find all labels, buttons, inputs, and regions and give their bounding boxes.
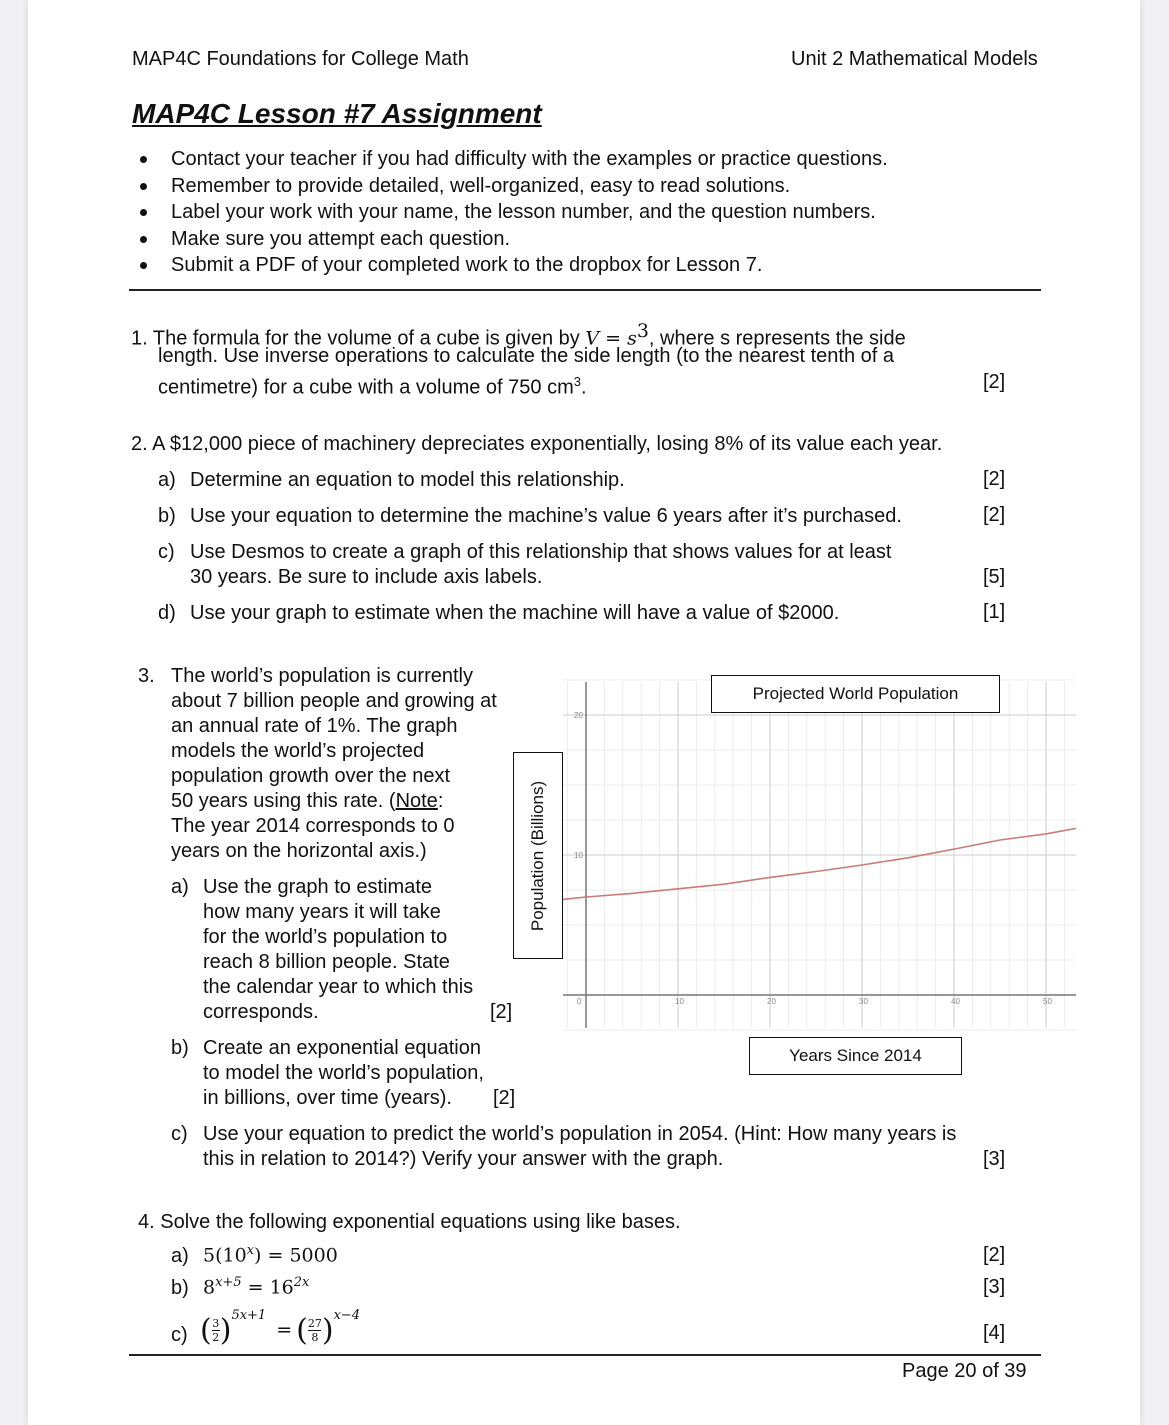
q3-stem-line: The year 2014 corresponds to 0 <box>171 815 455 837</box>
q2a-text: Determine an equation to model this relationship. <box>190 469 625 491</box>
q4c-label: c) <box>171 1324 188 1346</box>
q4a-mark: [2] <box>983 1244 1006 1266</box>
q3a-line: reach 8 billion people. State <box>203 951 450 973</box>
population-curve <box>563 828 1076 899</box>
x-tick-label: 0 <box>577 997 582 1006</box>
q1-line3: centimetre) for a cube with a volume of 750 $cm^3$. <box>158 374 587 399</box>
q3b-line: Create an exponential equation <box>203 1037 481 1059</box>
q3c-mark: [3] <box>983 1148 1006 1170</box>
q3b-mark: [2] <box>493 1087 516 1109</box>
y-axis-label: Population (Billions) <box>528 780 547 931</box>
q4a-label: a) <box>171 1245 189 1267</box>
q3a-line: corresponds. <box>203 1001 319 1023</box>
x-tick-label: 10 <box>675 997 684 1006</box>
q3-stem-line: years on the horizontal axis.) <box>171 840 427 862</box>
unit-name: Unit 2 Mathematical Models <box>791 48 1038 70</box>
q2b-mark: [2] <box>983 504 1006 526</box>
q2-stem: 2. A $12,000 piece of machinery depreciates exponentially, losing 8% of its value each year. <box>131 433 943 455</box>
chart-title: Projected World Population <box>711 675 1000 713</box>
q3a-line: the calendar year to which this <box>203 976 474 998</box>
q4b-label: b) <box>171 1277 189 1299</box>
q2a-label: a) <box>158 469 176 491</box>
y-tick-label: 20 <box>574 711 583 720</box>
fraction-3-2: $\frac{3}{2}$ <box>212 1316 220 1344</box>
q3b-line: in billions, over time (years). <box>203 1087 452 1109</box>
x-tick-label: 20 <box>767 997 776 1006</box>
q3-stem-line: population growth over the next <box>171 765 451 787</box>
footer-divider <box>129 1354 1041 1356</box>
q2c-mark: [5] <box>983 566 1006 588</box>
instruction-item: Submit a PDF of your completed work to the dropbox for Lesson 7. <box>138 252 888 279</box>
q2b-label: b) <box>158 505 176 527</box>
q4b-equation: $8^{x+5} = 16^{2x}$ <box>203 1275 310 1299</box>
q2c-label: c) <box>158 541 175 563</box>
y-tick-label: 10 <box>574 851 583 860</box>
instruction-item: Make sure you attempt each question. <box>138 226 888 253</box>
q4b-mark: [3] <box>983 1276 1006 1298</box>
q3-stem-line: 50 years using this rate. (Note: <box>171 790 444 812</box>
q2d-text: Use your graph to estimate when the machine will have a value of $2000. <box>190 602 840 624</box>
q2c-text-1: Use Desmos to create a graph of this relationship that shows values for at least <box>190 541 892 563</box>
instruction-item: Label your work with your name, the lesson number, and the question numbers. <box>138 199 888 226</box>
x-tick-label: 30 <box>859 997 868 1006</box>
page-number: Page 20 of 39 <box>902 1360 1027 1382</box>
q3a-line: for the world’s population to <box>203 926 448 948</box>
q3b-line: to model the world’s population, <box>203 1062 484 1084</box>
x-tick-label: 40 <box>951 997 960 1006</box>
q3-stem-line: models the world’s projected <box>171 740 425 762</box>
x-tick-label: 50 <box>1043 997 1052 1006</box>
q2b-text: Use your equation to determine the machine’s value 6 years after it’s purchased. <box>190 505 902 527</box>
page-title: MAP4C Lesson #7 Assignment <box>132 98 542 129</box>
note-word: Note <box>395 790 438 812</box>
q2d-mark: [1] <box>983 601 1006 623</box>
q3b-label: b) <box>171 1037 189 1059</box>
fraction-27-8: $\frac{27}{8}$ <box>307 1316 322 1344</box>
q4c-mark: [4] <box>983 1322 1006 1344</box>
q3c-line: Use your equation to predict the world’s population in 2054. (Hint: How many years is <box>203 1123 957 1145</box>
q3a-mark: [2] <box>490 1001 513 1023</box>
q3-number: 3. <box>138 665 155 687</box>
q3c-label: c) <box>171 1123 188 1145</box>
q4a-equation: $5(10^x) = 5000$ <box>203 1243 338 1267</box>
q2d-label: d) <box>158 602 176 624</box>
q3c-line: this in relation to 2014?) Verify your answer with the graph. <box>203 1148 724 1170</box>
course-name: MAP4C Foundations for College Math <box>132 48 469 70</box>
q3a-line: how many years it will take <box>203 901 441 923</box>
q2a-mark: [2] <box>983 468 1006 490</box>
graph-tick-labels <box>574 711 1052 1006</box>
q3-stem-line: The world’s population is currently <box>171 665 474 687</box>
q1-mark: [2] <box>983 371 1006 393</box>
q1-line2: length. Use inverse operations to calculate the side length (to the nearest tenth of a <box>158 345 895 367</box>
instruction-item: Remember to provide detailed, well-organized, easy to read solutions. <box>138 173 888 200</box>
graph-major-grid <box>563 682 1076 1028</box>
x-axis-label: Years Since 2014 <box>749 1037 962 1075</box>
q3-stem-line: an annual rate of 1%. The graph <box>171 715 458 737</box>
q2c-text-2: 30 years. Be sure to include axis labels. <box>190 566 543 588</box>
q3-stem-line: about 7 billion people and growing at <box>171 690 497 712</box>
q4c-equation: ( $\frac{3}{2}$ ) 5x+1 = ( $\frac{27}{8}$ ) x−4 <box>200 1308 361 1348</box>
instruction-item: Contact your teacher if you had difficulty with the examples or practice questions. <box>138 146 888 173</box>
y-axis-label-box <box>513 752 563 959</box>
q4-stem: 4. Solve the following exponential equations using like bases. <box>138 1211 681 1233</box>
q3a-label: a) <box>171 876 189 898</box>
q1-line1: 1. The formula for the volume of a cube is given by $V = s^3$, where s represents the side <box>131 320 906 350</box>
q3a-line: Use the graph to estimate <box>203 876 433 898</box>
